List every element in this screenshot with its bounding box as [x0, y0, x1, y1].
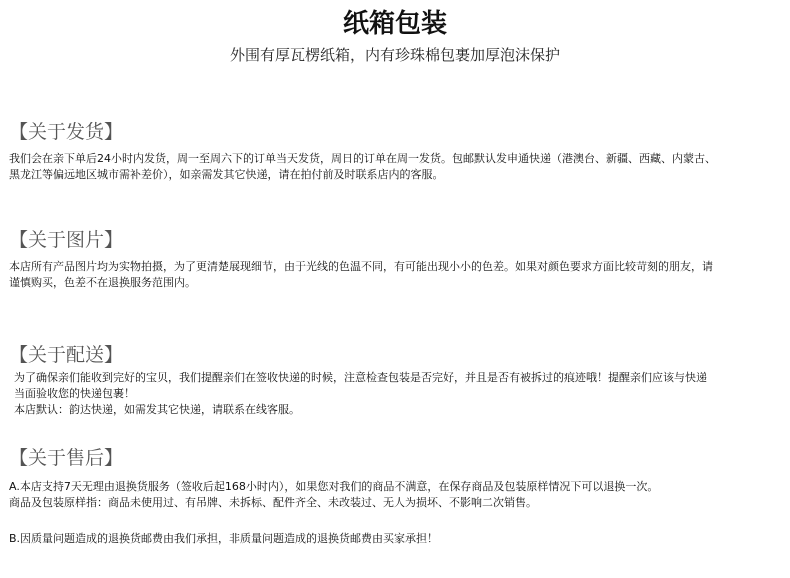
- photos-paragraph: [9, 259, 784, 291]
- aftersales-paragraph-a: [9, 479, 784, 511]
- delivery-paragraph: [14, 370, 789, 418]
- delivery-line: 本店默认：韵达快递，如需发其它快递，请联系在线客服。: [14, 403, 300, 416]
- photos-line: 谨慎购买，色差不在退换服务范围内。: [9, 276, 196, 289]
- section-heading-aftersales: 【关于售后】: [9, 447, 124, 469]
- aftersales-paragraph-b: [9, 531, 784, 547]
- aftersales-line: 商品及包装原样指：商品未使用过、有吊牌、未拆标、配件齐全、未改装过、无人为损坏、不影响二次销售。: [9, 496, 537, 509]
- delivery-line: 当面验收您的快递包裹！: [14, 387, 135, 400]
- section-heading-photos: 【关于图片】: [9, 229, 124, 251]
- shipping-line: 黑龙江等偏远地区城市需补差价），如亲需发其它快递，请在拍付前及时联系店内的客服。: [9, 168, 444, 181]
- delivery-line: 为了确保亲们能收到完好的宝贝，我们提醒亲们在签收快递的时候，注意检查包装是否完好，并且是否有被拆过的痕迹哦！提醒亲们应该与快递: [14, 371, 707, 384]
- aftersales-line: B.因质量问题造成的退换货邮费由我们承担，非质量问题造成的退换货邮费由买家承担！: [9, 532, 439, 545]
- shipping-paragraph: [9, 151, 784, 183]
- aftersales-line: A.本店支持7天无理由退换货服务（签收后起168小时内），如果您对我们的商品不满意，在保存商品及包装原样情况下可以退换一次。: [9, 480, 659, 493]
- page-subtitle: 外围有厚瓦楞纸箱，内有珍珠棉包裹加厚泡沫保护: [229, 46, 560, 64]
- section-heading-delivery: 【关于配送】: [9, 344, 124, 366]
- section-heading-shipping: 【关于发货】: [9, 121, 124, 143]
- page-title: 纸箱包装: [342, 9, 447, 39]
- shipping-line: 我们会在亲下单后24小时内发货，周一至周六下的订单当天发货，周日的订单在周一发货。包邮默认发申通快递（港澳台、新疆、西藏、内蒙古、: [9, 152, 716, 165]
- photos-line: 本店所有产品图片均为实物拍摄，为了更清楚展现细节，由于光线的色温不同，有可能出现小小的色差。如果对颜色要求方面比较苛刻的朋友，请: [9, 260, 713, 273]
